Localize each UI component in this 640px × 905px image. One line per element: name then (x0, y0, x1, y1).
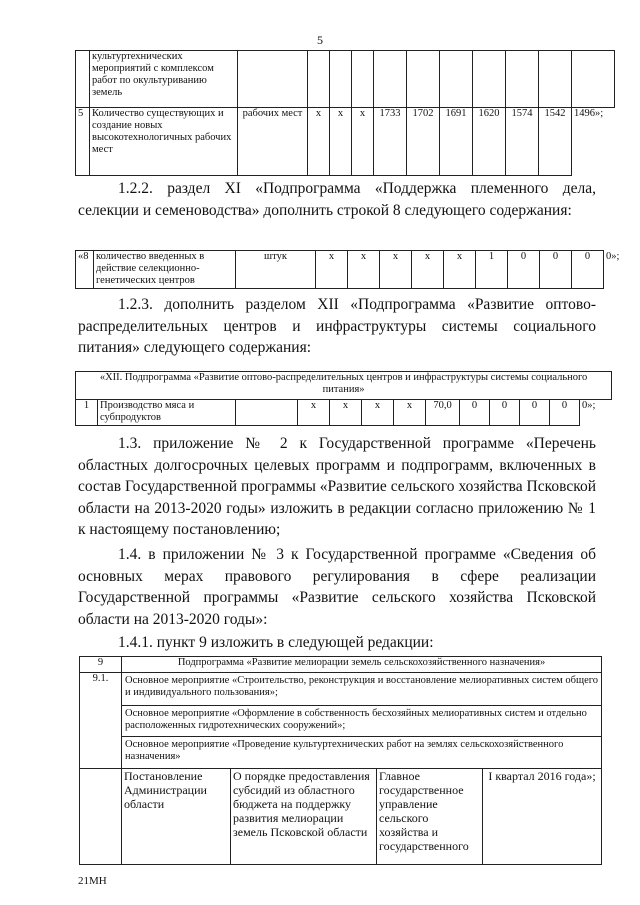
value-cell: 1620 (473, 108, 506, 176)
paragraph-1-4: 1.4. в приложении № 3 к Государственной программе «Сведения об основных мерах правового регулирования в сфере реализации Государственной программы «Развитие сельского хозяйства Псковской области на 2013-2020 годы»: (78, 546, 596, 628)
value-cell: x (362, 400, 394, 426)
value-cell: 1733 (374, 108, 407, 176)
activity-line: Основное мероприятие «Строительство, реконструкция и восстановление мелиоративных систем общего и индивидуального пользования»; (122, 673, 601, 706)
indicators-table-continuation (75, 50, 615, 176)
unit-cell: штук (236, 251, 316, 289)
value-cell: x (412, 251, 444, 289)
executor: Главное государственное управление сельского хозяйства и государственного (377, 769, 483, 865)
item-number: 9.1. (80, 673, 122, 769)
value-cell: 0 (490, 400, 520, 426)
row-name: Количество существующих и создание новых высокотехнологичных рабочих мест (90, 108, 238, 176)
row-name: количество введенных в действие селекционно-генетических центров (94, 251, 236, 289)
paragraph-1-4-1: 1.4.1. пункт 9 изложить в следующей редакции: (118, 634, 434, 651)
row-name: Производство мяса и субпродуктов (98, 400, 236, 426)
value-cell: 1691 (440, 108, 473, 176)
value-cell: 0»; (606, 250, 620, 262)
breeding-centers-table (75, 250, 636, 289)
value-cell: 0 (540, 251, 572, 289)
subprogram-title: Подпрограмма «Развитие мелиорации земель сельскохозяйственного назначения» (122, 657, 602, 673)
row-name: культуртехнических мероприятий с комплексом работ по окультуриванию земель (90, 51, 238, 108)
unit-cell (236, 400, 298, 426)
value-cell: x (308, 108, 330, 176)
legal-regulation-table (79, 656, 602, 865)
value-cell: x (394, 400, 426, 426)
unit-cell: рабочих мест (238, 108, 308, 176)
value-cell: x (444, 251, 476, 289)
value-cell: 0 (520, 400, 550, 426)
value-cell: 0 (572, 251, 604, 289)
paragraph-1-2-3: 1.2.3. дополнить разделом XII «Подпрограмма «Развитие оптово-распределительных центров и инфраструктуры системы социального питания» следующего содержания: (78, 296, 596, 356)
value-cell: 70,0 (426, 400, 460, 426)
activity-line: Основное мероприятие «Оформление в собственность бесхозяйных мелиоративных систем и отдельно расположенных гидротехнических сооружений»; (122, 706, 601, 737)
term: I квартал 2016 года»; (483, 769, 602, 865)
value-cell: x (330, 400, 362, 426)
paragraph-1-3: 1.3. приложение № 2 к Государственной программе «Перечень областных долгосрочных целевых программ и подпрограмм, включенных в состав Государственной программы «Развитие сельского хозяйства Псковской области на 2013-2020 годы» изложить в редакции согласно приложению № 1 к настоящему постановлению; (78, 435, 596, 538)
row-number: 1 (76, 400, 98, 426)
value-cell: 1574 (506, 108, 539, 176)
footer-code: 21МН (78, 875, 107, 887)
value-cell: x (380, 251, 412, 289)
document-content: О порядке предоставления субсидий из областного бюджета на поддержку развития мелиорации земель Псковской области (231, 769, 377, 865)
value-cell: x (330, 108, 352, 176)
value-cell: x (298, 400, 330, 426)
value-cell: 0»; (582, 400, 596, 411)
value-cell: 0 (508, 251, 540, 289)
item-number: 9 (80, 657, 122, 673)
value-cell: 0 (550, 400, 580, 426)
row-number: 5 (76, 108, 90, 176)
value-cell: x (316, 251, 348, 289)
page-number: 5 (317, 33, 323, 47)
value-cell: x (352, 108, 374, 176)
document-type: Постановление Администрации области (122, 769, 231, 865)
value-cell: x (348, 251, 380, 289)
value-cell: 0 (460, 400, 490, 426)
paragraph-1-2-2: 1.2.2. раздел XI «Подпрограмма «Поддержка племенного дела, селекции и семеноводства» дополнить строкой 8 следующего содержания: (78, 180, 596, 219)
row-number: «8 (76, 251, 94, 289)
activity-line: Основное мероприятие «Проведение культуртехнических работ на землях сельскохозяйственного назначения» (125, 739, 564, 762)
section-header: «XII. Подпрограмма «Развитие оптово-распределительных центров и инфраструктуры системы социального питания» (76, 372, 612, 400)
value-cell: 1496»; (574, 108, 604, 119)
value-cell: 1702 (407, 108, 440, 176)
value-cell: 1 (476, 251, 508, 289)
wholesale-centers-table (75, 371, 612, 426)
value-cell: 1542 (539, 108, 572, 176)
